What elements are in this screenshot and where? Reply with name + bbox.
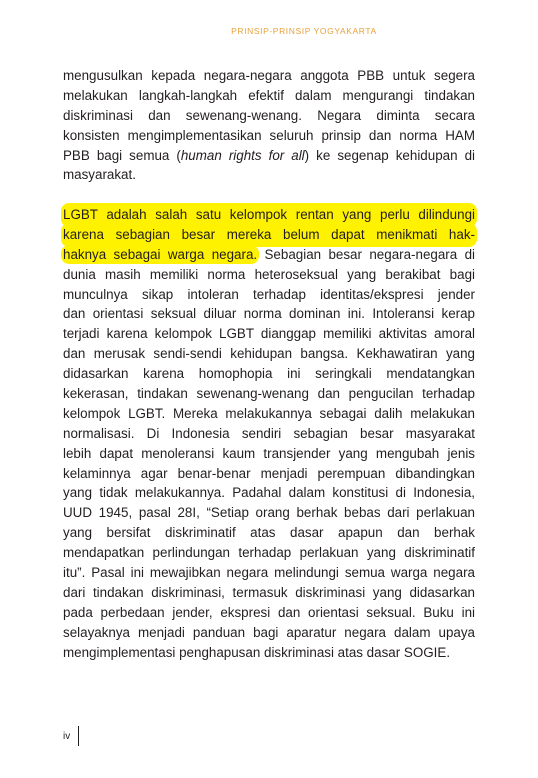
paragraph-1 (63, 66, 475, 185)
text-line: diskriminasi dan sewenang-wenang. Negara diminta secara (63, 107, 475, 123)
text-line (63, 146, 475, 166)
text-line: konsisten mengimplementasikan seluruh prinsip dan norma HAM (63, 127, 475, 143)
text-segment: ) ke segenap kehidupan di (304, 147, 475, 163)
italic-phrase: human rights for all (180, 147, 305, 163)
running-header (0, 26, 538, 36)
paragraph-2 (63, 205, 475, 662)
text-line: dan merusak sendi-sendi kehidupan bangsa. Kekhawatiran yang (63, 346, 475, 362)
text-line: dan orientasi seksual diluar norma dominan ini. Intoleransi kerap (63, 306, 475, 322)
text-line: kekerasan, tindakan sewenang-wenang dan pengucilan terhadap (63, 386, 475, 402)
text-line: kelompok LGBT. Mereka melakukannya sebagai dalih melakukan (63, 405, 475, 421)
text-line: normalisasi. Di Indonesia sendiri sebagian besar masyarakat (63, 425, 475, 441)
highlighted-phrase: haknya sebagai warga negara. (63, 246, 258, 262)
text-line: kelaminnya agar benar-benar menjadi perempuan dibandingkan (63, 465, 475, 481)
text-line: mengusulkan kepada negara-negara anggota PBB untuk segera (63, 68, 475, 83)
text-line: terjadi karena kelompok LGBT dianggap memiliki aktivitas amoral (63, 326, 475, 342)
page-number: iv (63, 731, 71, 742)
text-line: masyarakat. (63, 167, 136, 183)
highlighted-line: karena sebagian besar mereka belum dapat menikmati hak- (63, 225, 475, 245)
text-line: lebih dapat menoleransi kaum transjender yang mengubah jenis (63, 445, 475, 461)
text-line: itu”. Pasal ini mewajibkan negara melindungi semua warga negara (63, 565, 475, 581)
running-title: PRINSIP-PRINSIP YOGYAKARTA (231, 26, 377, 36)
text-line: melakukan langkah-langkah efektif dalam mengurangi tindakan (63, 87, 475, 103)
text-line: mendapatkan perlindungan terhadap perlakuan yang diskriminatif (63, 545, 475, 561)
text-segment: PBB bagi semua ( (63, 147, 181, 163)
folio-divider (78, 726, 79, 746)
text-line: pada perbedaan jender, ekspresi dan orientasi seksual. Buku ini (63, 604, 475, 620)
text-line (63, 245, 475, 265)
text-segment: Sebagian besar negara-negara di (257, 246, 475, 262)
text-line: munculnya sikap intoleran terhadap identitas/ekspresi jender (63, 286, 475, 302)
text-line: yang bersifat diskriminatif atas dasar apapun dan berhak (63, 525, 475, 541)
text-line: mengimplementasi penghapusan diskriminasi atas dasar SOGIE. (63, 644, 451, 660)
text-line: dunia masih memiliki norma heteroseksual yang berakibat bagi (63, 266, 475, 282)
text-line: didasarkan karena homophopia ini seringkali mendatangkan (63, 366, 475, 382)
text-line: UUD 1945, pasal 28I, “Setiap orang berhak bebas dari perlakuan (63, 505, 475, 521)
text-line: selayaknya menjadi panduan bagi aparatur negara dalam upaya (63, 624, 475, 640)
highlighted-line: LGBT adalah salah satu kelompok rentan yang perlu dilindungi (63, 205, 475, 225)
text-line: yang tidak melakukannya. Padahal dalam konstitusi di Indonesia, (63, 485, 475, 501)
text-line: dari tindakan diskriminasi, termasuk diskriminasi yang didasarkan (63, 584, 475, 600)
